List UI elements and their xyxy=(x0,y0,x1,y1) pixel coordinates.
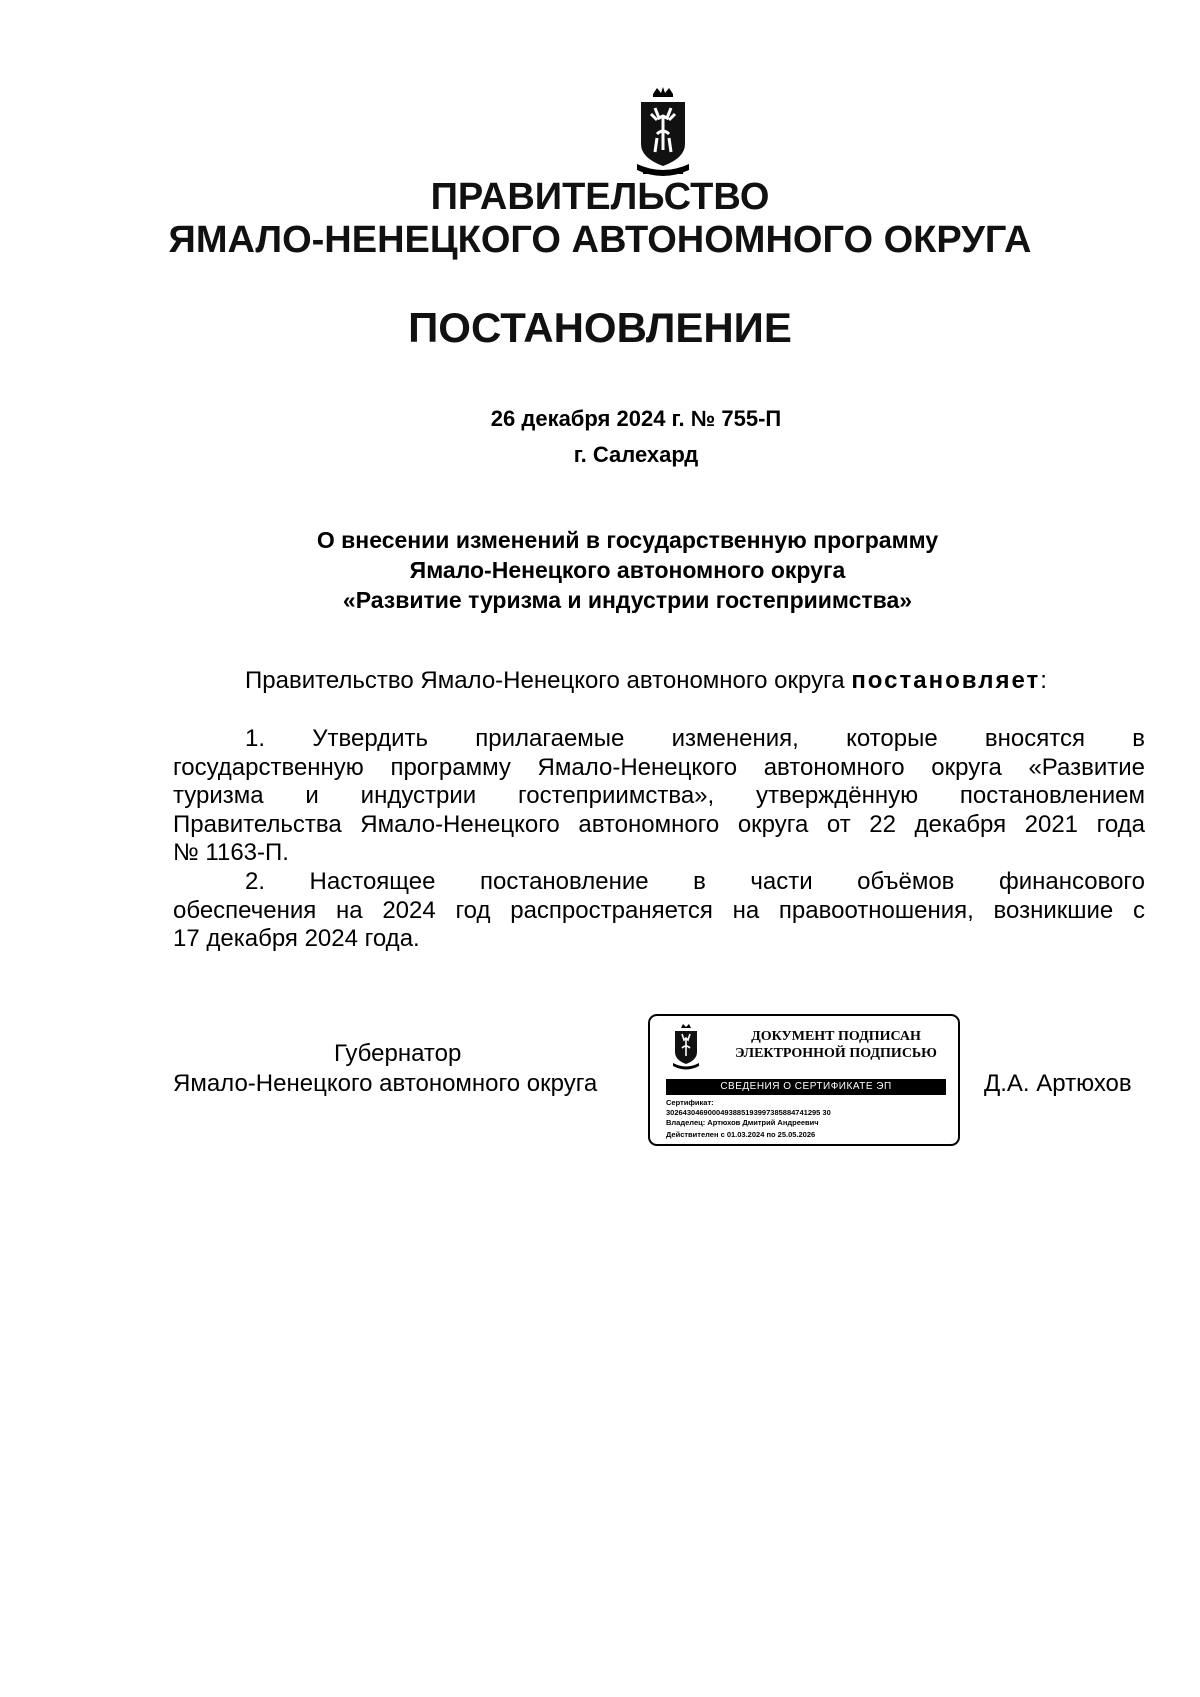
subject-line: «Развитие туризма и индустрии гостеприимства» xyxy=(342,587,913,613)
date-number: 26 декабря 2024 г. № 755-П xyxy=(490,406,782,431)
paragraph-line: государственную программу Ямало-Ненецкого автономного округа «Развитие xyxy=(173,753,1145,781)
intro-bold-verb: постановляет xyxy=(851,667,1041,694)
paragraph-line: обеспечения на 2024 год распространяется на правоотношения, возникшие с xyxy=(173,896,1145,924)
paragraph-2 xyxy=(173,868,1145,954)
intro-end: : xyxy=(1040,667,1047,694)
subject-line: Ямало-Ненецкого автономного округа xyxy=(409,557,846,583)
stamp-cert-number: 3026430469000493885193997385884741295 30 xyxy=(666,1108,831,1117)
stamp-cert-label: Сертификат: xyxy=(666,1098,714,1107)
paragraph-line: 17 декабря 2024 года. xyxy=(173,925,420,953)
coat-of-arms-emblem xyxy=(633,86,693,178)
paragraph-1 xyxy=(173,725,1145,868)
electronic-signature-stamp xyxy=(648,1014,960,1146)
signer-position-line1: Губернатор xyxy=(334,1040,462,1067)
stamp-validity: Действителен с 01.03.2024 по 25.05.2026 xyxy=(666,1130,816,1139)
document-subject xyxy=(0,525,1200,615)
signer-name: Д.А. Артюхов xyxy=(984,1070,1132,1097)
document-type: ПОСТАНОВЛЕНИЕ xyxy=(408,304,792,351)
org-title-line1: ПРАВИТЕЛЬСТВО xyxy=(430,176,770,218)
city: г. Салехард xyxy=(573,442,699,467)
paragraph-line: Правительства Ямало-Ненецкого автономного округа от 22 декабря 2021 года xyxy=(173,810,1145,838)
paragraph-line: 2. Настоящее постановление в части объёмов финансового xyxy=(245,868,1145,895)
paragraph-line: 1. Утвердить прилагаемые изменения, которые вносятся в xyxy=(245,725,1145,752)
stamp-title xyxy=(718,1028,954,1062)
intro-paragraph xyxy=(173,667,1200,696)
stamp-emblem-icon xyxy=(672,1024,700,1070)
org-title-line2: ЯМАЛО-НЕНЕЦКОГО АВТОНОМНОГО ОКРУГА xyxy=(168,219,1032,261)
intro-text: Правительство Ямало-Ненецкого автономного округа xyxy=(245,667,852,694)
stamp-title-line: ДОКУМЕНТ ПОДПИСАН xyxy=(751,1029,921,1044)
stamp-certificate-bar: СВЕДЕНИЯ О СЕРТИФИКАТЕ ЭП xyxy=(666,1079,946,1095)
stamp-owner: Владелец: Артюхов Дмитрий Андреевич xyxy=(666,1118,819,1127)
subject-line: О внесении изменений в государственную программу xyxy=(316,527,939,553)
stamp-title-line: ЭЛЕКТРОННОЙ ПОДПИСЬЮ xyxy=(735,1046,937,1061)
signer-position-line2: Ямало-Ненецкого автономного округа xyxy=(173,1070,598,1097)
paragraph-line: туризма и индустрии гостеприимства», утверждённую постановлением xyxy=(173,782,1145,810)
paragraph-line: № 1163-П. xyxy=(173,839,289,867)
